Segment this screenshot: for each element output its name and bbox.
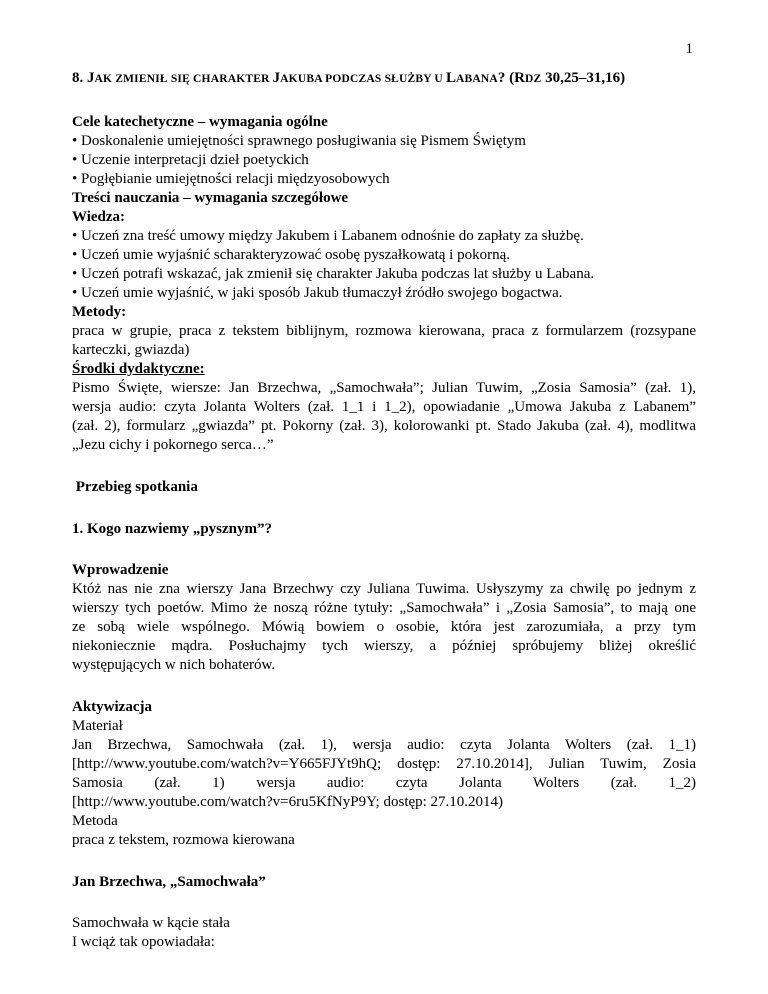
metoda-text: praca z tekstem, rozmowa kierowana (72, 832, 295, 848)
list-item: • Uczeń umie wyjaśnić scharakteryzować osobę pyszałkowatą i pokorną. (72, 247, 511, 263)
list-item: • Uczeń zna treść umowy między Jakubem i Labanem odnośnie do zapłaty za służbę. (72, 228, 584, 244)
tresci-heading: Treści nauczania – wymagania szczegółowe (72, 190, 349, 206)
aktywizacja-line: Samosia (zał. 1) wersja audio: czyta Jolanta Wolters (zał. 1_2) (72, 775, 696, 791)
section-1-heading: 1. Kogo nazwiemy „pysznym”? (72, 521, 272, 537)
metody-heading: Metody: (72, 304, 127, 320)
srodki-line: wersja audio: czyta Jolanta Wolters (zał. 1_1 i 1_2), opowiadanie „Umowa Jakuba z Labanem” (72, 399, 696, 415)
poem-heading: Jan Brzechwa, „Samochwała” (72, 874, 266, 890)
aktywizacja-line: [http://www.youtube.com/watch?v=Y665FJYt9hQ; dostęp: 27.10.2014], Julian Tuwim, Zosia (72, 756, 696, 772)
aktywizacja-heading: Aktywizacja (72, 699, 152, 715)
list-item: • Doskonalenie umiejętności sprawnego posługiwania się Pismem Świętym (72, 133, 526, 149)
page-number: 1 (685, 41, 693, 57)
list-item: • Uczeń potrafi wskazać, jak zmienił się charakter Jakuba podczas lat służby u Labana. (72, 266, 595, 282)
list-item: • Uczenie interpretacji dzieł poetyckich (72, 152, 309, 168)
list-item: • Uczeń umie wyjaśnić, w jaki sposób Jakub tłumaczył źródło swojego bogactwa. (72, 285, 563, 301)
aktywizacja-line: [http://www.youtube.com/watch?v=6ru5KfNyP9Y; dostęp: 27.10.2014) (72, 794, 504, 810)
list-item: • Pogłębianie umiejętności relacji międzyosobowych (72, 171, 390, 187)
poem-line: Samochwała w kącie stała (72, 915, 230, 931)
wiedza-heading: Wiedza: (72, 209, 126, 225)
wprowadzenie-line: występujących w nich bohaterów. (72, 657, 276, 673)
srodki-heading: Środki dydaktyczne: (72, 361, 205, 377)
metody-line: praca w grupie, praca z tekstem biblijnym, rozmowa kierowana, praca z formularzem (rozsypane (72, 323, 696, 339)
metoda-label: Metoda (72, 813, 118, 829)
srodki-line: Pismo Święte, wiersze: Jan Brzechwa, „Samochwała”; Julian Tuwim, „Zosia Samosia” (zał. 1), (72, 380, 696, 396)
document-content (72, 69, 696, 952)
lesson-title: 8. JAK ZMIENIŁ SIĘ CHARAKTER JAKUBA PODCZAS SŁUŻBY U LABANA? (RDZ 30,25–31,16) (72, 70, 626, 86)
wprowadzenie-line: niekoniecznie mądra. Posłuchajmy tych wierszy, a później spróbujemy bliżej określić (72, 638, 696, 654)
srodki-line: „Jezu cichy i pokornego serca…” (72, 437, 274, 453)
metody-line: karteczki, gwiazda) (72, 342, 190, 358)
cele-heading: Cele katechetyczne – wymagania ogólne (72, 114, 328, 130)
wprowadzenie-line: Któż nas nie zna wierszy Jana Brzechwy czy Juliana Tuwima. Usłyszymy za chwilę po jednym z (72, 581, 696, 597)
aktywizacja-line: Jan Brzechwa, Samochwała (zał. 1), wersja audio: czyta Jolanta Wolters (zał. 1_1) (72, 737, 696, 753)
wprowadzenie-line: ze sobą wiele wspólnego. Mówią bowiem o osobie, która jest zarozumiała, a przy tym (72, 619, 696, 635)
material-label: Materiał (72, 718, 123, 734)
wprowadzenie-heading: Wprowadzenie (72, 562, 169, 578)
srodki-line: (zał. 2), formularz „gwiazda” pt. Pokorny (zał. 3), kolorowanki pt. Stado Jakuba (zał. 4), modlitwa (72, 418, 696, 434)
wprowadzenie-line: wierszy tych poetów. Mimo że noszą różne tytuły: „Samochwała” i „Zosia Samosia”, to mają one (72, 600, 696, 616)
poem-line: I wciąż tak opowiadała: (72, 934, 215, 950)
przebieg-heading: Przebieg spotkania (72, 479, 198, 495)
